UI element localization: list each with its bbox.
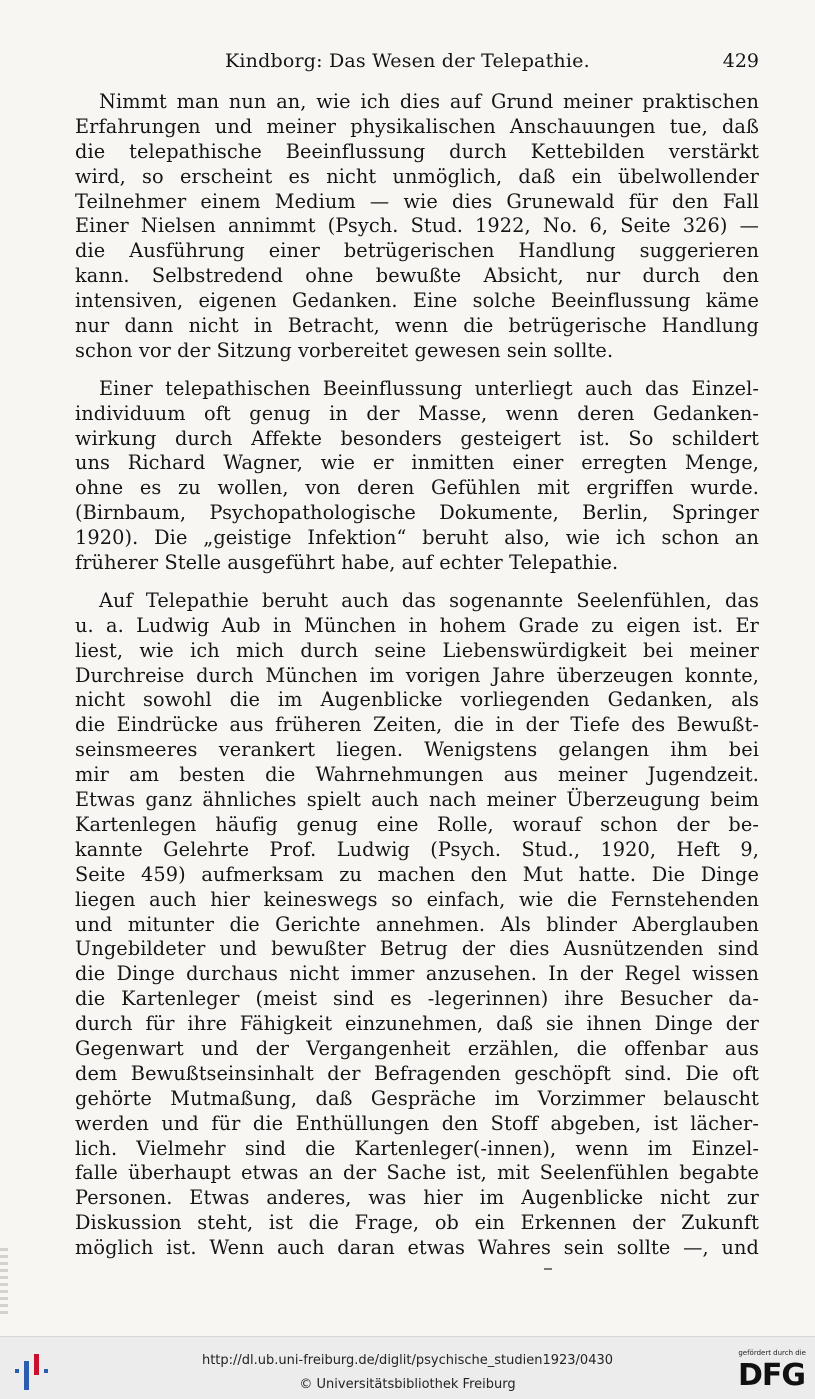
text-line: seinsmeeres verankert liegen. Wenigstens gelangen ihm bei bbox=[75, 738, 759, 762]
viewer-footer bbox=[0, 1336, 815, 1399]
text-line: Erfahrungen und meiner physikalischen Anschauungen tue, daß bbox=[75, 114, 759, 138]
text-line: Diskussion steht, ist die Frage, ob ein Erkennen der Zukunft bbox=[75, 1211, 759, 1235]
footnote-dash bbox=[544, 1268, 552, 1270]
text-line: uns Richard Wagner, wie er inmitten einer erregten Menge, bbox=[75, 451, 759, 475]
copyright-notice: © Universitätsbibliothek Freiburg bbox=[299, 1377, 516, 1392]
text-line: liest, wie ich mich durch seine Liebenswürdigkeit bei meiner bbox=[75, 638, 759, 662]
text-line: Personen. Etwas anderes, was hier im Augenblicke nicht zur bbox=[75, 1186, 759, 1210]
page-number: 429 bbox=[722, 50, 759, 72]
text-line: Ungebildeter und bewußter Betrug der dies Ausnützenden sind bbox=[75, 937, 759, 961]
page-header bbox=[75, 46, 759, 76]
text-line: Auf Telepathie beruht auch das sogenannte Seelenfühlen, das bbox=[99, 588, 759, 612]
text-line: Durchreise durch München im vorigen Jahre überzeugen konnte, bbox=[75, 663, 759, 687]
text-line: die telepathische Beeinflussung durch Kettebilden verstärkt bbox=[75, 139, 759, 163]
text-line: schon vor der Sitzung vorbereitet gewesen sein sollte. bbox=[75, 338, 614, 362]
text-line: Kartenlegen häufig genug eine Rolle, worauf schon der be- bbox=[75, 812, 759, 836]
text-line: lich. Vielmehr sind die Kartenleger(-innen), wenn im Einzel- bbox=[75, 1136, 759, 1160]
text-line: die Ausführung einer betrügerischen Handlung suggerieren bbox=[75, 239, 759, 263]
text-line: nicht sowohl die im Augenblicke vorliegenden Gedanken, als bbox=[75, 688, 759, 712]
text-line: liegen auch hier keineswegs so einfach, wie die Fernstehenden bbox=[75, 887, 759, 911]
text-line: und mitunter die Gerichte annehmen. Als blinder Aberglauben bbox=[75, 912, 759, 936]
text-line: werden und für die Enthüllungen den Stoff abgeben, ist lächer- bbox=[75, 1111, 759, 1135]
text-line: ohne es zu wollen, von deren Gefühlen mit ergriffen wurde. bbox=[75, 476, 759, 500]
dfg-wordmark: DFG bbox=[737, 1358, 805, 1393]
paragraph-gap bbox=[75, 576, 759, 589]
scan-margin-mark bbox=[0, 1248, 8, 1318]
text-line: kannte Gelehrte Prof. Ludwig (Psych. Stud., 1920, Heft 9, bbox=[75, 837, 759, 861]
text-line: falle überhaupt etwas an der Sache ist, mit Seelenfühlen begabte bbox=[75, 1161, 759, 1185]
text-line: dem Bewußtseinsinhalt der Befragenden geschöpft sind. Die oft bbox=[75, 1061, 759, 1085]
paragraph-gap bbox=[75, 364, 759, 377]
text-line: wird, so erscheint es nicht unmöglich, daß ein übelwollender bbox=[75, 164, 759, 188]
running-title: Kindborg: Das Wesen der Telepathie. bbox=[225, 50, 590, 72]
source-url[interactable]: http://dl.ub.uni-freiburg.de/diglit/psychische_studien1923/0430 bbox=[201, 1353, 614, 1368]
text-line: Seite 459) aufmerksam zu machen den Mut hatte. Die Dinge bbox=[75, 862, 759, 886]
text-line: wirkung durch Affekte besonders gesteigert ist. So schildert bbox=[75, 426, 759, 450]
text-line: Einer Nielsen annimmt (Psych. Stud. 1922, No. 6, Seite 326) — bbox=[75, 214, 759, 238]
text-line: Etwas ganz ähnliches spielt auch nach meiner Überzeugung beim bbox=[75, 788, 759, 812]
body-text bbox=[75, 90, 759, 1261]
text-line: individuum oft genug in der Masse, wenn deren Gedanken- bbox=[75, 401, 759, 425]
text-line: die Kartenleger (meist sind es -legerinnen) ihre Besucher da- bbox=[75, 987, 759, 1011]
dfg-caption: gefördert durch die bbox=[738, 1349, 806, 1357]
text-line: Einer telepathischen Beeinflussung unterliegt auch das Einzel- bbox=[99, 376, 759, 400]
text-line: Teilnehmer einem Medium — wie dies Grunewald für den Fall bbox=[75, 189, 759, 213]
text-line: möglich ist. Wenn auch daran etwas Wahres sein sollte —, und bbox=[75, 1236, 759, 1260]
text-line: die Eindrücke aus früheren Zeiten, die in der Tiefe des Bewußt- bbox=[75, 713, 759, 737]
text-line: kann. Selbstredend ohne bewußte Absicht, nur durch den bbox=[75, 264, 759, 288]
text-line: die Dinge durchaus nicht immer anzusehen. In der Regel wissen bbox=[75, 962, 759, 986]
ub-logo-square bbox=[15, 1369, 19, 1373]
text-line: intensiven, eigenen Gedanken. Eine solche Beeinflussung käme bbox=[75, 289, 759, 313]
text-line: gehörte Mutmaßung, daß Gespräche im Vorzimmer belauscht bbox=[75, 1086, 759, 1110]
text-line: Gegenwart und der Vergangenheit erzählen, die offenbar aus bbox=[75, 1036, 759, 1060]
text-line: nur dann nicht in Betracht, wenn die betrügerische Handlung bbox=[75, 314, 759, 338]
text-line: 1920). Die „geistige Infektion“ beruht also, wie ich schon an bbox=[75, 526, 759, 550]
text-line: früherer Stelle ausgeführt habe, auf echter Telepathie. bbox=[75, 551, 619, 575]
ub-logo-square bbox=[44, 1369, 48, 1373]
text-line: Nimmt man nun an, wie ich dies auf Grund meiner praktischen bbox=[99, 90, 759, 113]
dfg-logo bbox=[720, 1349, 806, 1393]
text-line: durch für ihre Fähigkeit einzunehmen, daß sie ihnen Dinge der bbox=[75, 1012, 759, 1036]
text-line: (Birnbaum, Psychopathologische Dokumente, Berlin, Springer bbox=[75, 501, 759, 525]
text-line: u. a. Ludwig Aub in München in hohem Grade zu eigen ist. Er bbox=[75, 613, 759, 637]
text-line: mir am besten die Wahrnehmungen aus meiner Jugendzeit. bbox=[75, 763, 759, 787]
